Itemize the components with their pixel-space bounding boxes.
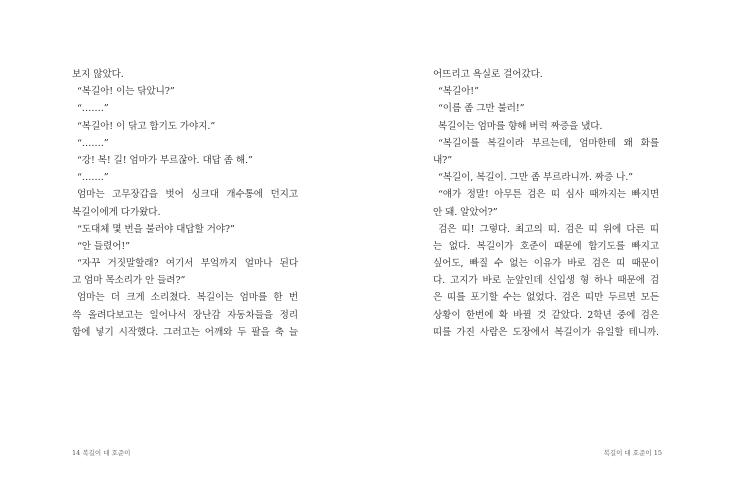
text-line: 다. 고지가 바로 눈앞인데 신입생 형 하나 때문에 검 (433, 275, 659, 287)
left-page-text (72, 66, 298, 341)
text-line: “강! 복! 길! 엄마가 부르잖아. 대답 좀 해.” (77, 154, 253, 166)
text-line: 띠를 가진 사람은 도장에서 복길이가 유일할 테니까. (433, 326, 659, 338)
text-line: “안 들렸어!” (77, 240, 130, 252)
text-line: “복길이를 복길이라 부르는데, 엄마한테 왜 화를 (438, 137, 659, 149)
text-line: 엄마는 고무장갑을 벗어 싱크대 개수통에 던지고 (77, 189, 298, 201)
text-line: 복길이는 엄마를 향해 버럭 짜증을 냈다. (438, 120, 603, 132)
text-line: “복길아! 이는 닦았니?” (77, 86, 175, 98)
text-line: 쓱 올려다보고는 일어나서 장난감 자동차들을 정리 (72, 309, 298, 321)
text-line: 은 띠를 포기할 수는 없었다. 검은 띠만 두르면 모든 (433, 292, 659, 304)
left-page-footer: 14 복길이 대 호준이 (72, 449, 131, 457)
text-line: “이름 좀 그만 불러!” (438, 103, 525, 115)
text-line: “자꾸 거짓말할래? 여기서 부엌까지 얼마나 된다 (77, 258, 298, 270)
text-line: 는 없다. 복길이가 호준이 때문에 합기도를 빠지고 (433, 240, 659, 252)
text-line: 검은 띠! 그렇다. 최고의 띠. 검은 띠 위에 다른 띠 (438, 223, 659, 235)
text-line: 어뜨리고 욕실로 걸어갔다. (433, 69, 543, 80)
text-line: “도대체 몇 번을 불러야 대답할 거야?” (77, 223, 235, 235)
text-line: 복길이에게 다가왔다. (72, 206, 161, 218)
text-line: 상황이 한번에 확 바뀔 것 같았다. 2학년 중에 검은 (433, 309, 659, 321)
text-line: 싶어도, 빠질 수 없는 이유가 바로 검은 띠 때문이 (433, 258, 659, 270)
text-line: 엄마는 더 크게 소리쳤다. 복길이는 엄마를 한 번 (77, 292, 298, 304)
text-line: “복길아! 이 닦고 합기도 가야지.” (77, 120, 216, 132)
right-page-footer: 복길이 대 호준이 15 (603, 449, 662, 457)
text-line: “복길이, 복길이. 그만 좀 부르라니까. 짜증 나.” (438, 172, 633, 184)
right-page-text (433, 66, 659, 341)
text-line: 내?” (433, 154, 453, 166)
text-line: “…….” (77, 137, 109, 149)
text-line: 함에 넣기 시작했다. 그러고는 어깨와 두 팔을 축 늘 (72, 326, 298, 338)
text-line: “복길아!” (438, 86, 479, 98)
text-line: “얘가 정말! 아무튼 검은 띠 심사 때까지는 빠지면 (438, 189, 659, 201)
right-page (365, 0, 730, 480)
text-line: “…….” (77, 172, 109, 184)
text-line: “…….” (77, 103, 109, 115)
text-line: 안 돼. 알았어?” (433, 206, 498, 218)
text-line: 고 엄마 목소리가 안 들려?” (72, 275, 186, 287)
text-line: 보지 않았다. (72, 69, 124, 80)
